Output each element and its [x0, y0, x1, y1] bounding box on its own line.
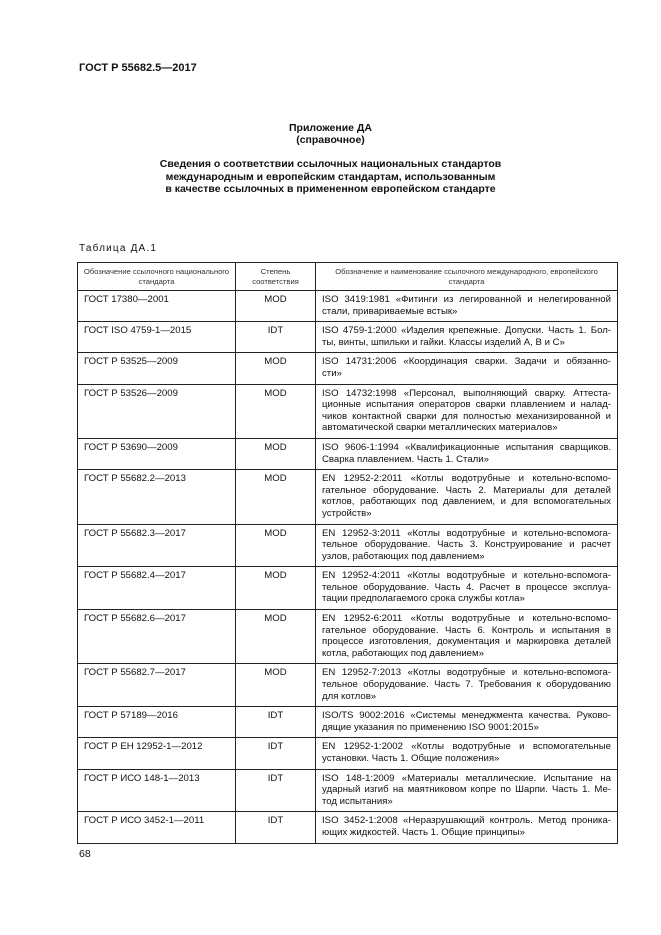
description-line: установки. Часть 1. Общие положения» [322, 753, 500, 764]
description-line: гательное оборудование. Часть 6. Контроль и испытания в [322, 624, 611, 636]
table-row [78, 438, 618, 469]
national-standard-cell: ГОСТ Р 53690—2009 [78, 438, 236, 469]
national-standard-cell: ГОСТ 17380—2001 [78, 291, 236, 322]
description-line: EN 12952-6:2011 «Котлы водотрубные и котельно-вспомо- [322, 613, 611, 625]
description-line: ISO/TS 9002:2016 «Системы менеджмента качества. Руково- [322, 710, 611, 722]
appendix-heading [0, 122, 661, 146]
description-line: ISO 148-1:2009 «Материалы металлические. Испытание на [322, 772, 611, 784]
international-standard-cell [316, 524, 618, 567]
degree-cell: MOD [236, 353, 316, 384]
table-header-row [78, 263, 618, 291]
degree-cell: IDT [236, 812, 316, 843]
national-standard-cell: ГОСТ Р 57189—2016 [78, 707, 236, 738]
international-standard-cell [316, 353, 618, 384]
document-code: ГОСТ Р 55682.5—2017 [79, 62, 197, 74]
table-row [78, 291, 618, 322]
table-row [78, 524, 618, 567]
description-line: EN 12952-4:2011 «Котлы водотрубные и котельно-вспомога- [322, 570, 611, 582]
degree-cell: MOD [236, 291, 316, 322]
table-row [78, 567, 618, 610]
table-row [78, 769, 618, 812]
description-line: Сварка плавлением. Часть 1. Стали» [322, 453, 489, 465]
description-line: тельное оборудование. Часть 3. Конструирование и расчет [322, 539, 611, 551]
national-standard-cell: ГОСТ Р 55682.6—2017 [78, 610, 236, 664]
national-standard-cell: ГОСТ Р ИСО 148-1—2013 [78, 769, 236, 812]
section-title-line: в качестве ссылочных в примененном европейском стандарте [165, 183, 496, 195]
header-international-standard: Обозначение и наименование ссылочного международного, европейского стандарта [316, 263, 618, 291]
section-title [0, 158, 661, 196]
international-standard-cell [316, 470, 618, 524]
national-standard-cell: ГОСТ Р ЕН 12952-1—2012 [78, 738, 236, 769]
international-standard-cell [316, 291, 618, 322]
degree-cell: MOD [236, 524, 316, 567]
description-line: тации предполагаемого срока службы котла» [322, 593, 525, 605]
description-line: дящие указания по применению ISO 9001:2015» [322, 721, 539, 733]
international-standard-cell [316, 738, 618, 769]
degree-cell: IDT [236, 769, 316, 812]
appendix-title: Приложение ДА [289, 122, 372, 134]
national-standard-cell: ГОСТ Р 55682.4—2017 [78, 567, 236, 610]
table-row [78, 353, 618, 384]
national-standard-cell: ГОСТ Р 55682.2—2013 [78, 470, 236, 524]
description-line: ющих жидкостей. Часть 1. Общие принципы» [322, 826, 525, 838]
international-standard-cell [316, 812, 618, 843]
degree-cell: IDT [236, 707, 316, 738]
description-line: ISO 9606-1:1994 «Квалификационные испытания сварщиков. [322, 441, 611, 453]
description-line: сти» [322, 367, 342, 379]
description-line: ISO 3419:1981 «Фитинги из легированной и нелегированной [322, 294, 611, 305]
description-line: котла, работающих под давлением» [322, 647, 484, 659]
standards-table [77, 262, 618, 844]
description-line: ционные испытания операторов сварки плавлением и налад- [322, 399, 611, 411]
national-standard-cell: ГОСТ Р 55682.3—2017 [78, 524, 236, 567]
national-standard-cell: ГОСТ Р 53525—2009 [78, 353, 236, 384]
table-row [78, 384, 618, 438]
national-standard-cell: ГОСТ Р ИСО 3452-1—2011 [78, 812, 236, 843]
table-row [78, 322, 618, 353]
table-caption: Таблица ДА.1 [79, 243, 158, 254]
international-standard-cell [316, 707, 618, 738]
international-standard-cell [316, 769, 618, 812]
degree-cell: IDT [236, 322, 316, 353]
header-national-standard: Обозначение ссылочного национального стандарта [78, 263, 236, 291]
description-line: для котлов» [322, 690, 377, 702]
description-line: EN 12952-2:2011 «Котлы водотрубные и котельно-вспомо- [322, 473, 611, 485]
national-standard-cell: ГОСТ Р 55682.7—2017 [78, 664, 236, 707]
section-title-line: международным и европейским стандартам, использованным [165, 170, 496, 183]
table-row [78, 812, 618, 843]
description-line: чиков контактной сварки для полностью механизированной и [322, 410, 611, 422]
description-line: EN 12952-7:2013 «Котлы водотрубные и котельно-вспомога- [322, 667, 611, 679]
table-row [78, 707, 618, 738]
description-line: тельное оборудование. Часть 7. Требования к оборудованию [322, 679, 611, 691]
page-number: 68 [79, 848, 91, 860]
table-row [78, 470, 618, 524]
description-line: ISO 3452-1:2008 «Неразрушающий контроль. Метод проника- [322, 815, 611, 827]
description-line: ты, винты, шпильки и гайки. Классы изделий А, В и С» [322, 336, 565, 348]
international-standard-cell [316, 384, 618, 438]
table-row [78, 664, 618, 707]
description-line: ISO 14732:1998 «Персонал, выполняющий сварку. Аттеста- [322, 387, 611, 399]
description-line: ISO 4759-1:2000 «Изделия крепежные. Допуски. Часть 1. Бол- [322, 325, 611, 337]
description-line: котлов, работающих под давлением, и для вспомогательных [322, 496, 611, 508]
description-line: устройств» [322, 507, 372, 519]
table-row [78, 610, 618, 664]
description-line: ISO 14731:2006 «Координация сварки. Задачи и обязанно- [322, 356, 611, 368]
degree-cell: MOD [236, 664, 316, 707]
table-row [78, 738, 618, 769]
description-line: гательное оборудование. Часть 2. Материалы для деталей [322, 484, 611, 496]
description-line: стали, привариваемые встык» [322, 305, 458, 317]
international-standard-cell [316, 610, 618, 664]
description-line: EN 12952-1:2002 «Котлы водотрубные и вспомогательные [322, 741, 611, 753]
degree-cell: IDT [236, 738, 316, 769]
header-degree: Степень соответствия [236, 263, 316, 291]
appendix-subtitle: (справочное) [296, 134, 365, 146]
degree-cell: MOD [236, 610, 316, 664]
section-title-line: Сведения о соответствии ссылочных национальных стандартов [159, 158, 502, 170]
degree-cell: MOD [236, 470, 316, 524]
international-standard-cell [316, 438, 618, 469]
description-line: EN 12952-3:2011 «Котлы водотрубные и котельно-вспомога- [322, 527, 611, 539]
description-line: узлов, работающих под давлением» [322, 550, 485, 562]
international-standard-cell [316, 322, 618, 353]
description-line: процессе изготовления, документация и маркировка деталей [322, 636, 611, 648]
degree-cell: MOD [236, 384, 316, 438]
international-standard-cell [316, 664, 618, 707]
international-standard-cell [316, 567, 618, 610]
degree-cell: MOD [236, 438, 316, 469]
national-standard-cell: ГОСТ ISO 4759-1—2015 [78, 322, 236, 353]
description-line: тод испытания» [322, 795, 393, 807]
description-line: тельное оборудование. Часть 4. Расчет в процессе эксплуа- [322, 581, 611, 593]
description-line: ударный изгиб на маятниковом копре по Шарпи. Часть 1. Ме- [322, 784, 611, 796]
national-standard-cell: ГОСТ Р 53526—2009 [78, 384, 236, 438]
degree-cell: MOD [236, 567, 316, 610]
description-line: автоматической сварки металлических материалов» [322, 422, 558, 434]
